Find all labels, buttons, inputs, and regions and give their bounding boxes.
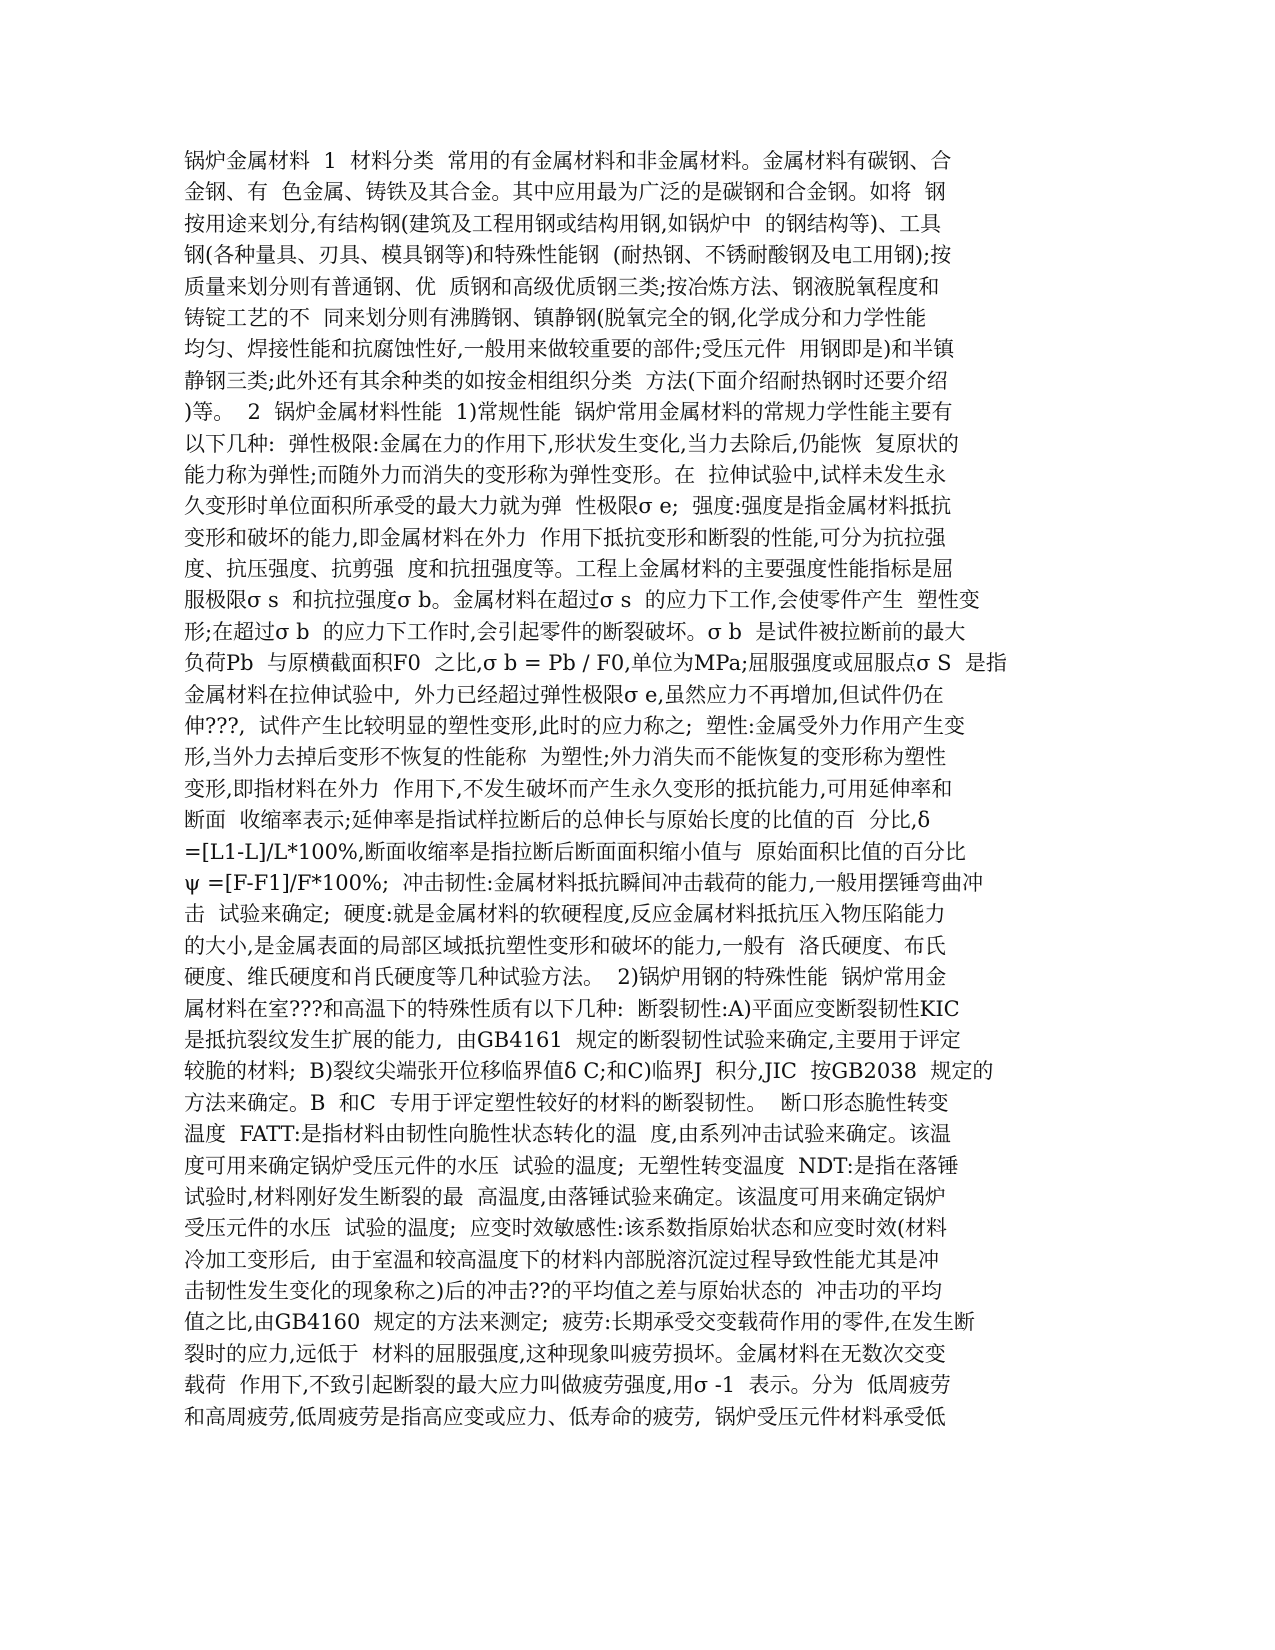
text-line: 度可用来确定锅炉受压元件的水压 试验的温度; 无塑性转变温度 NDT:是指在落锤 bbox=[184, 1153, 959, 1178]
text-line: 均匀、焊接性能和抗腐蚀性好,一般用来做较重要的部件;受压元件 用钢即是)和半镇 bbox=[184, 337, 955, 362]
text-line: 是抵抗裂纹发生扩展的能力, 由GB4161 规定的断裂韧性试验来确定,主要用于评定 bbox=[184, 1027, 961, 1052]
text-line: 以下几种: 弹性极限:金属在力的作用下,形状发生变化,当力去除后,仍能恢 复原状的 bbox=[184, 431, 959, 456]
text-line: 击 试验来确定; 硬度:就是金属材料的软硬程度,反应金属材料抵抗压入物压陷能力 bbox=[184, 902, 946, 927]
text-line: 伸???, 试件产生比较明显的塑性变形,此时的应力称之; 塑性:金属受外力作用产生变 bbox=[184, 714, 965, 739]
text-line: 服极限σ s 和抗拉强度σ b。金属材料在超过σ s 的应力下工作,会使零件产生 塑性变 bbox=[184, 588, 980, 613]
text-line: )等。 2 锅炉金属材料性能 1)常规性能 锅炉常用金属材料的常规力学性能主要有 bbox=[184, 400, 953, 425]
text-line: 冷加工变形后, 由于室温和较高温度下的材料内部脱溶沉淀过程导致性能尤其是冲 bbox=[184, 1247, 940, 1272]
text-line: 钢(各种量具、刃具、模具钢等)和特殊性能钢 (耐热钢、不锈耐酸钢及电工用钢);按 bbox=[184, 243, 952, 268]
text-line: 负荷Pb 与原横截面积F0 之比,σ b = Pb / F0,单位为MPa;屈服强度或屈服点σ S 是指 bbox=[184, 651, 1007, 676]
text-line: 试验时,材料刚好发生断裂的最 高温度,由落锤试验来确定。该温度可用来确定锅炉 bbox=[184, 1184, 946, 1209]
text-line: 形;在超过σ b 的应力下工作时,会引起零件的断裂破坏。σ b 是试件被拉断前的最大 bbox=[184, 619, 966, 644]
text-line: 能力称为弹性;而随外力而消失的变形称为弹性变形。在 拉伸试验中,试样未发生永 bbox=[184, 462, 947, 487]
text-line: 属材料在室???和高温下的特殊性质有以下几种: 断裂韧性:A)平面应变断裂韧性KIC bbox=[184, 996, 960, 1021]
text-line: 形,当外力去掉后变形不恢复的性能称 为塑性;外力消失而不能恢复的变形称为塑性 bbox=[184, 745, 947, 770]
text-line: 金钢、有 色金属、铸铁及其合金。其中应用最为广泛的是碳钢和合金钢。如将 钢 bbox=[184, 180, 946, 205]
text-line: 锅炉金属材料 1 材料分类 常用的有金属材料和非金属材料。金属材料有碳钢、合 bbox=[184, 149, 952, 173]
text-line: 久变形时单位面积所承受的最大力就为弹 性极限σ e; 强度:强度是指金属材料抵抗 bbox=[184, 494, 952, 519]
text-line: 按用途来划分,有结构钢(建筑及工程用钢或结构用钢,如锅炉中 的钢结构等)、工具 bbox=[184, 211, 942, 236]
text-line: 金属材料在拉伸试验中, 外力已经超过弹性极限σ e,虽然应力不再增加,但试件仍在 bbox=[184, 682, 944, 707]
text-line: 和高周疲劳,低周疲劳是指高应变或应力、低寿命的疲劳, 锅炉受压元件材料承受低 bbox=[184, 1404, 946, 1429]
text-line: 变形,即指材料在外力 作用下,不发生破坏而产生永久变形的抵抗能力,可用延伸率和 bbox=[184, 776, 953, 801]
text-line: 较脆的材料; B)裂纹尖端张开位移临界值δ C;和C)临界J 积分,JIC 按GB2038 规定的 bbox=[184, 1059, 994, 1084]
text-line: 硬度、维氏硬度和肖氏硬度等几种试验方法。 2)锅炉用钢的特殊性能 锅炉常用金 bbox=[184, 965, 947, 990]
text-line: 方法来确定。B 和C 专用于评定塑性较好的材料的断裂韧性。 断口形态脆性转变 bbox=[184, 1090, 949, 1115]
text-line: 温度 FATT:是指材料由韧性向脆性状态转化的温 度,由系列冲击试验来确定。该温 bbox=[184, 1122, 951, 1147]
text-line: ψ =[F-F1]/F*100%; 冲击韧性:金属材料抵抗瞬间冲击载荷的能力,一般用摆锤弯曲冲 bbox=[184, 870, 984, 895]
text-line: 受压元件的水压 试验的温度; 应变时效敏感性:该系数指原始状态和应变时效(材料 bbox=[184, 1216, 948, 1241]
text-line: 静钢三类;此外还有其余种类的如按金相组织分类 方法(下面介绍耐热钢时还要介绍 bbox=[184, 368, 948, 393]
text-line: 变形和破坏的能力,即金属材料在外力 作用下抵抗变形和断裂的性能,可分为抗拉强 bbox=[184, 525, 946, 550]
text-line: 断面 收缩率表示;延伸率是指试样拉断后的总伸长与原始长度的比值的百 分比,δ bbox=[184, 808, 931, 833]
text-line: 击韧性发生变化的现象称之)后的冲击??的平均值之差与原始状态的 冲击功的平均 bbox=[184, 1279, 943, 1304]
text-line: 质量来划分则有普通钢、优 质钢和高级优质钢三类;按冶炼方法、钢液脱氧程度和 bbox=[184, 274, 940, 299]
text-line: 铸锭工艺的不 同来划分则有沸腾钢、镇静钢(脱氧完全的钢,化学成分和力学性能 bbox=[184, 305, 927, 330]
text-line: 的大小,是金属表面的局部区域抵抗塑性变形和破坏的能力,一般有 洛氏硬度、布氏 bbox=[184, 933, 946, 958]
text-line: 值之比,由GB4160 规定的方法来测定; 疲劳:长期承受交变载荷作用的零件,在发生断 bbox=[184, 1310, 975, 1335]
body-text bbox=[184, 146, 1094, 1433]
text-line: 度、抗压强度、抗剪强 度和抗扭强度等。工程上金属材料的主要强度性能指标是屈 bbox=[184, 557, 954, 582]
text-line: 载荷 作用下,不致引起断裂的最大应力叫做疲劳强度,用σ -1 表示。分为 低周疲劳 bbox=[184, 1373, 951, 1398]
text-line: =[L1-L]/L*100%,断面收缩率是指拉断后断面面积缩小值与 原始面积比值的百分比 bbox=[184, 839, 966, 864]
text-line: 裂时的应力,远低于 材料的屈服强度,这种现象叫疲劳损坏。金属材料在无数次交变 bbox=[184, 1341, 946, 1366]
